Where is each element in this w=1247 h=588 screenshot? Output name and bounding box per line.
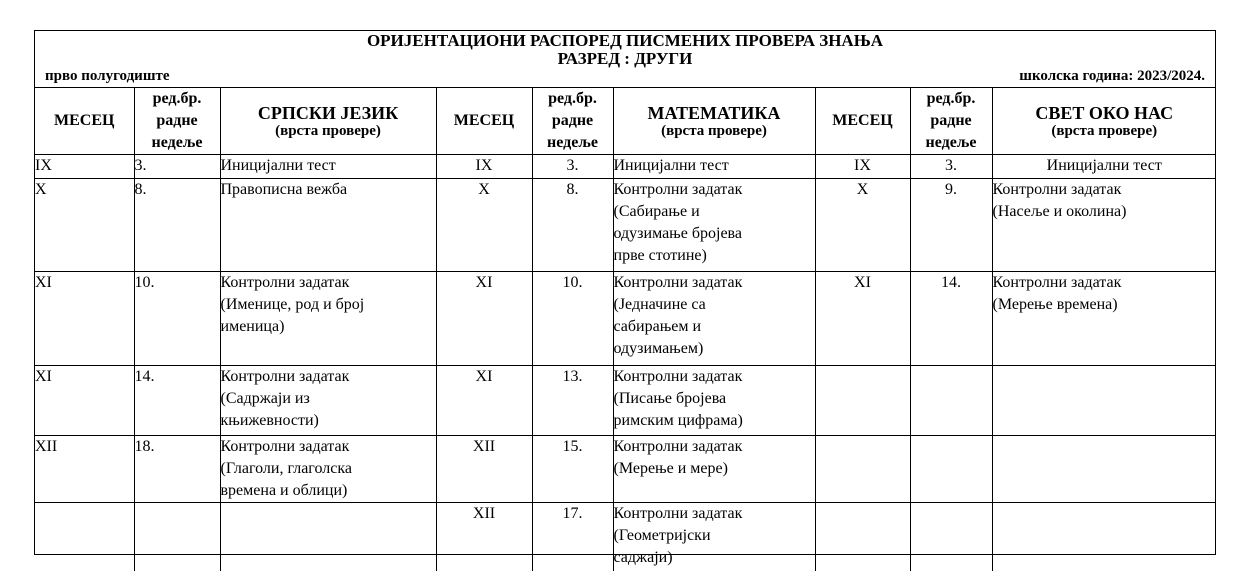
month-cell: XI: [436, 272, 532, 366]
serbian-check-cell: [220, 179, 436, 272]
serbian-check-cell: [220, 366, 436, 436]
month-cell: XI: [436, 366, 532, 436]
check-text-line: Контролни задатак: [613, 505, 743, 522]
col-week-world: ред.бр. радне недеље: [910, 88, 992, 155]
week-cell: 18.: [134, 436, 220, 503]
check-text-line: Иницијални тест: [613, 157, 729, 174]
col-week-math: ред.бр. радне недеље: [532, 88, 613, 155]
serbian-check-cell: [220, 272, 436, 366]
col-month-math: МЕСЕЦ: [436, 88, 532, 155]
month-cell: [815, 503, 910, 571]
world-check-cell: [992, 155, 1216, 179]
check-text-line: (Глаголи, глаголска: [220, 460, 352, 477]
table-row: [35, 179, 1216, 272]
week-cell: [910, 503, 992, 571]
check-text-line: Контролни задатак: [220, 368, 350, 385]
check-text-line: књижевности): [220, 412, 319, 429]
check-text-line: сабирањем и: [613, 318, 702, 335]
week-cell: [134, 503, 220, 571]
week-cell: 14.: [910, 272, 992, 366]
week-cell: 3.: [134, 155, 220, 179]
month-cell: X: [436, 179, 532, 272]
check-text-line: Контролни задатак: [992, 181, 1122, 198]
week-cell: 13.: [532, 366, 613, 436]
serbian-check-cell: [220, 155, 436, 179]
col-week-serbian: ред.бр. радне недеље: [134, 88, 220, 155]
document-title: ОРИЈЕНТАЦИОНИ РАСПОРЕД ПИСМЕНИХ ПРОВЕРА ЗНАЊА: [366, 31, 884, 50]
check-text-line: Контролни задатак: [992, 274, 1122, 291]
col-serbian: СРПСКИ ЈЕЗИК (врста провере): [220, 88, 436, 155]
week-cell: 3.: [532, 155, 613, 179]
week-cell: 10.: [134, 272, 220, 366]
schedule-document: [34, 30, 1216, 566]
check-text-line: (Садржаји из: [220, 390, 310, 407]
month-cell: XII: [436, 503, 532, 571]
col-month-serbian: МЕСЕЦ: [35, 88, 134, 155]
week-cell: 14.: [134, 366, 220, 436]
school-year-label: школска година: 2023/2024.: [1019, 68, 1205, 84]
check-text-line: Контролни задатак: [220, 438, 350, 455]
week-cell: 3.: [910, 155, 992, 179]
month-cell: XII: [35, 436, 134, 503]
month-cell: [815, 366, 910, 436]
month-cell: X: [35, 179, 134, 272]
month-cell: [35, 503, 134, 571]
math-check-cell: [613, 503, 815, 571]
month-cell: IX: [436, 155, 532, 179]
week-cell: [910, 436, 992, 503]
col-month-world: МЕСЕЦ: [815, 88, 910, 155]
month-cell: [815, 436, 910, 503]
table-row: [35, 503, 1216, 571]
month-cell: IX: [35, 155, 134, 179]
math-check-cell: [613, 366, 815, 436]
week-cell: 8.: [134, 179, 220, 272]
check-text-line: времена и облици): [220, 482, 348, 499]
check-text-line: (Мерење времена): [992, 296, 1118, 313]
table-row: [35, 366, 1216, 436]
check-text-line: Правописна вежба: [220, 181, 348, 198]
check-text-line: (Геометријски: [613, 527, 711, 544]
col-world: СВЕТ ОКО НАС (врста провере): [992, 88, 1216, 155]
check-text-line: Контролни задатак: [613, 181, 743, 198]
week-cell: 9.: [910, 179, 992, 272]
check-text-line: (Писање бројева: [613, 390, 727, 407]
math-check-cell: [613, 155, 815, 179]
check-text-line: Контролни задатак: [613, 274, 743, 291]
check-text-line: Контролни задатак: [613, 438, 743, 455]
table-row: [35, 272, 1216, 366]
week-cell: 10.: [532, 272, 613, 366]
header-row: [35, 88, 1216, 155]
world-check-cell: [992, 272, 1216, 366]
world-check-cell: [992, 503, 1216, 571]
check-text-line: саджаји): [613, 549, 673, 566]
serbian-check-cell: [220, 436, 436, 503]
check-text-line: (Сабирање и: [613, 203, 700, 220]
check-text-line: Иницијални тест: [220, 157, 336, 174]
check-text-line: Иницијални тест: [1046, 157, 1162, 174]
week-cell: 15.: [532, 436, 613, 503]
check-text-line: римским цифрама): [613, 412, 743, 429]
month-cell: IX: [815, 155, 910, 179]
semester-label: прво полугодиште: [45, 68, 170, 84]
table-row: [35, 155, 1216, 179]
schedule-table: [35, 88, 1216, 571]
grade-title: РАЗРЕД : ДРУГИ: [557, 49, 693, 68]
check-text-line: (Насеље и околина): [992, 203, 1127, 220]
world-check-cell: [992, 179, 1216, 272]
col-math: МАТЕМАТИКА (врста провере): [613, 88, 815, 155]
world-check-cell: [992, 366, 1216, 436]
check-text-line: прве стотине): [613, 247, 707, 264]
check-text-line: именица): [220, 318, 285, 335]
month-cell: XI: [35, 272, 134, 366]
month-cell: XII: [436, 436, 532, 503]
math-check-cell: [613, 272, 815, 366]
table-row: [35, 436, 1216, 503]
month-cell: XI: [35, 366, 134, 436]
week-cell: 8.: [532, 179, 613, 272]
check-text-line: одузимањем): [613, 340, 704, 357]
world-check-cell: [992, 436, 1216, 503]
math-check-cell: [613, 179, 815, 272]
check-text-line: (Именице, род и број: [220, 296, 365, 313]
month-cell: X: [815, 179, 910, 272]
document-header: [35, 31, 1215, 88]
week-cell: 17.: [532, 503, 613, 571]
check-text-line: (Мерење и мере): [613, 460, 728, 477]
check-text-line: (Једначине са: [613, 296, 706, 313]
month-cell: XI: [815, 272, 910, 366]
check-text-line: Контролни задатак: [220, 274, 350, 291]
math-check-cell: [613, 436, 815, 503]
check-text-line: Контролни задатак: [613, 368, 743, 385]
week-cell: [910, 366, 992, 436]
serbian-check-cell: [220, 503, 436, 571]
check-text-line: одузимање бројева: [613, 225, 742, 242]
